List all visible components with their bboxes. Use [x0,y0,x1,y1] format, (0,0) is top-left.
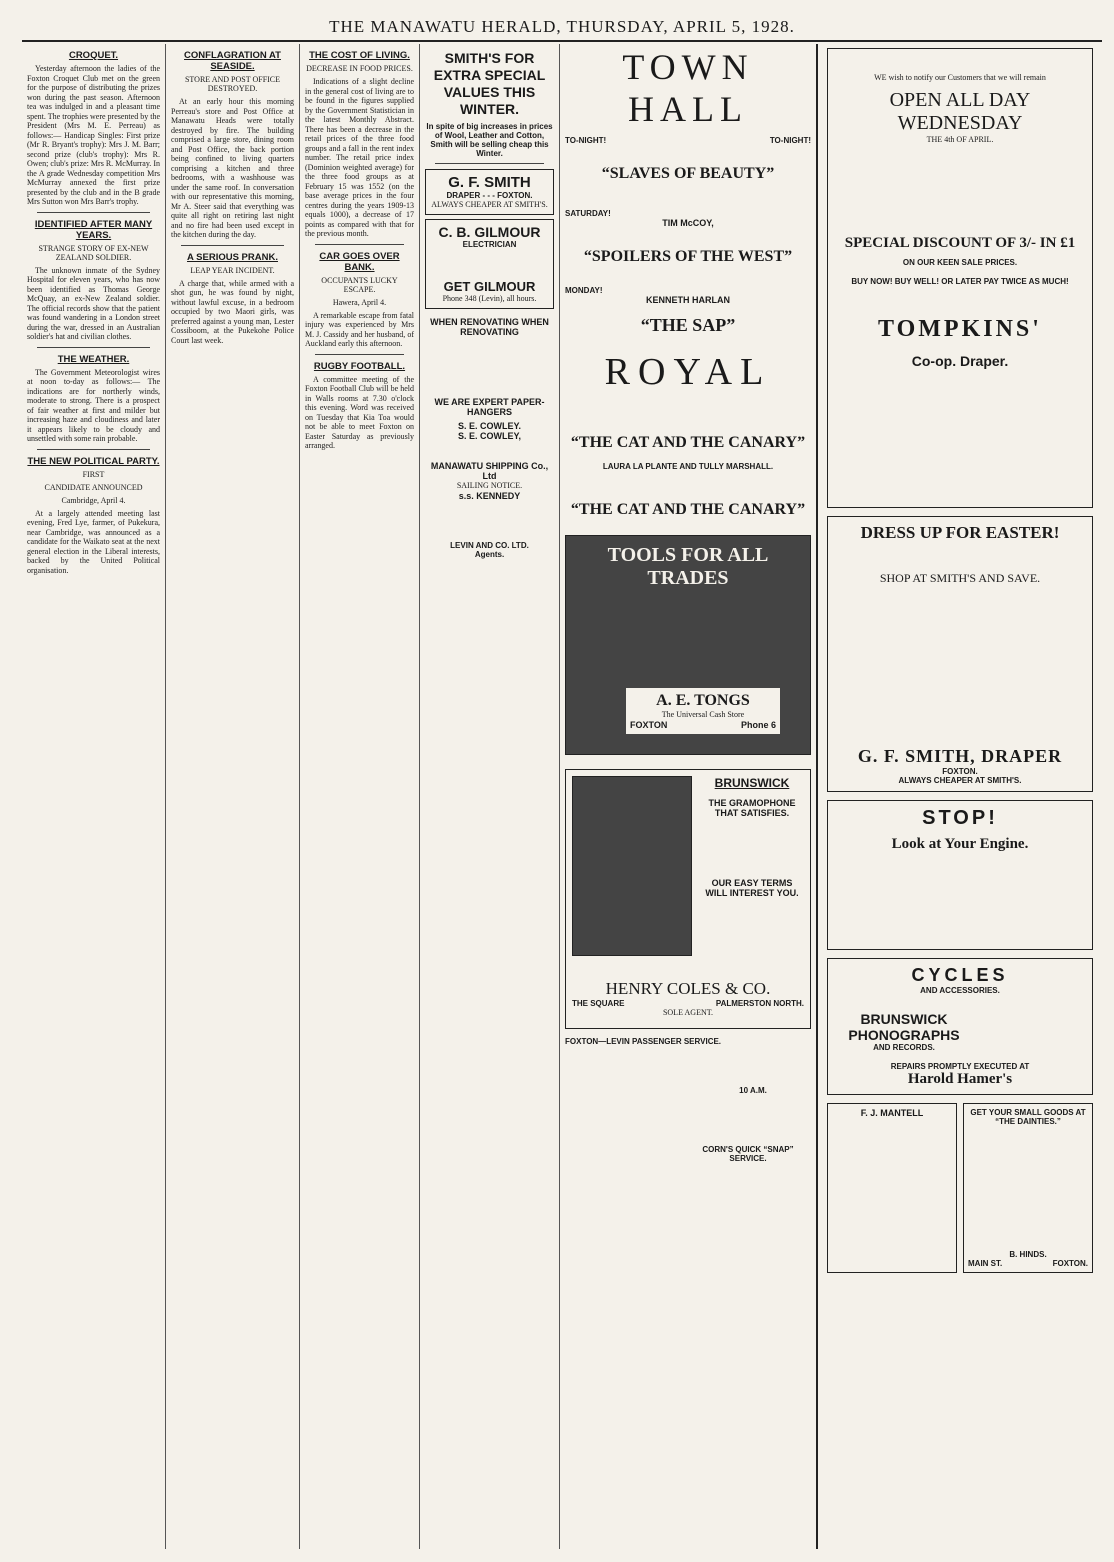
car-article: A remarkable escape from fatal injury was experienced by Mrs M. J. Cassidy and her husband, of Auckland early this afternoon. [305,310,414,348]
tim-mccoy: TIM McCOY, [662,218,714,228]
passenger-service: FOXTON—LEVIN PASSENGER SERVICE. [565,1037,722,1046]
weather-headline: THE WEATHER. [57,353,130,365]
dainties-ad [963,1103,1093,1273]
divider [435,163,544,164]
identified-article: The unknown inmate of the Sydney Hospital for eleven years, who has now been identified as Thomas George McQuay, an ex-New Zealand soldier. The official records show that the patient was found wandering in a London street during the war, dressed in an Australian soldier's hat and civilian clothes. [27,265,160,341]
tompkins-name: TOMPKINS' [878,316,1042,342]
column-2 [166,44,300,1549]
sole-agent: SOLE AGENT. [662,1008,714,1017]
brunswick-title: BRUNSWICK [714,776,790,790]
gilmour-sub: ELECTRICIAN [462,240,517,249]
brunswick-text [700,776,804,898]
divider [315,354,404,355]
political-headline: THE NEW POLITICAL PARTY. [27,455,160,467]
living-subhead: DECREASE IN FOOD PRICES. [306,64,413,73]
column-3 [300,44,420,1549]
divider [37,212,150,213]
croquet-headline: CROQUET. [68,50,119,61]
monday-row: MONDAY! [565,286,603,295]
easter-ad [827,516,1093,792]
films-time: 10 A.M. [739,1086,767,1095]
hinds-address: MAIN ST. FOXTON. [968,1259,1088,1268]
coles-block [572,979,804,1018]
croquet-article: Yesterday afternoon the ladies of the Foxton Croquet Club met on the green for the purpose of distributing the prizes won during the past season. Afternoon tea was indulged in and a pleasant time spent. The trophies were presented by the President (Mrs M. E. Perreau) as follows:— Handicap Singles: First prize (Mr R. Bryant's trophy): Mrs J. M. Barr; second prize (club's trophy): Mrs R. Owen; club's prize: Mrs R. McMurray. In the A grade Wednesday competition Mrs McMurray annexed the first prize presented by the club and in the B grade Mrs Sutton won Mrs Barr's trophy. [27,64,160,206]
identified-subhead: STRANGE STORY OF EX-NEW ZEALAND SOLDIER. [38,243,149,262]
tongs-sub: The Universal Cash Store [661,710,745,719]
car-subhead: OCCUPANTS LUCKY ESCAPE. [321,275,398,294]
henry-coles: HENRY COLES & CO. [605,979,771,998]
cat-and-canary-1: “THE CAT AND THE CANARY” [570,434,806,451]
car-dateline: Hawera, April 4. [332,297,387,307]
prank-subhead: LEAP YEAR INCIDENT. [190,265,275,275]
car-headline: CAR GOES OVER BANK. [319,250,400,273]
fire-headline: CONFLAGRATION AT SEASIDE. [184,50,281,72]
cycles-heading: CYCLES [911,965,1009,985]
masthead: THE MANAWATU HERALD, THURSDAY, APRIL 5, 1928. [22,14,1102,42]
engine-spacer [834,853,1086,943]
the-sap: “THE SAP” [640,315,736,335]
spoilers-of-the-west: “SPOILERS OF THE WEST” [583,248,793,265]
open-date: THE 4th OF APRIL. [926,135,994,144]
mantell-name: F. J. MANTELL [860,1108,924,1118]
easy-terms: OUR EASY TERMS WILL INTEREST YOU. [705,878,799,898]
saturday-row: SATURDAY! [565,209,611,218]
stop-heading: STOP! [922,807,998,829]
gramophone-image [572,776,692,956]
engine-ad [827,800,1093,950]
dress-up-easter: DRESS UP FOR EASTER! [860,523,1060,542]
column-6 [818,44,1102,1549]
column-1 [22,44,166,1549]
dainties-heading: GET YOUR SMALL GOODS AT “THE DAINTIES.” [970,1108,1086,1126]
shipping-heading: MANAWATU SHIPPING Co., Ltd [430,461,549,481]
laura-la-plante: LAURA LA PLANTE AND TULLY MARSHALL. [602,462,774,471]
tongs-box [626,688,780,734]
fire-subhead: STORE AND POST OFFICE DESTROYED. [184,75,281,93]
political-subhead-1: FIRST [82,469,105,479]
kennedy-ship: s.s. KENNEDY [458,491,521,501]
smith-foxton: FOXTON. [942,767,978,776]
weather-article: The Government Meteorologist wires at noon to-day as follows:— The indications are for northerly winds, moderate to strong. There is a prospect of fair weather at first and milder but increasing haze and cloudiness and later it appears likely to be cloudy and unsettled with some rain probable. [27,367,160,443]
special-discount: SPECIAL DISCOUNT OF 3/- IN £1 [844,235,1076,251]
brunswick-ad [565,769,811,1029]
repairs-text: REPAIRS PROMPTLY EXECUTED AT [890,1062,1030,1071]
divider [315,244,404,245]
column-4 [420,44,560,1549]
prank-article: A charge that, while armed with a shot gun, he was found by night, without lawful excuse, in a bedroom occupied by two Maori girls, was preferred against a young man, Lester Cossiboom, at the Pukekohe Police Court last week. [171,278,294,345]
tongs-name: A. E. TONGS [656,692,750,709]
gilmour-phone: Phone 348 (Levin), all hours. [442,294,537,303]
fire-article: At an early hour this morning Perreau's store and Post Office at Manawatu Heads were totally destroyed by fire. The building comprised a large store, dining room and Post Office, the back portion being confined to living quarters comprising a kitchen and three bedrooms, with a washhouse was under the same roof. In conversation with our representative this morning, Mr A. Steer said that everything was quite all right on retiring last night and no fire had been used except in the kitchen during the day. [171,97,294,239]
agents: Agents. [474,550,505,559]
cowley-1: S. E. COWLEY. [457,421,521,431]
rugby-headline: RUGBY FOOTBALL. [313,360,406,372]
living-article: Indications of a slight decline in the general cost of living are to be found in the figures supplied by the Government Statistician in the latest Monthly Abstract. There has been a decrease in the retail prices of the three food groups and a fall in the rent index number. The retail price index (Dominion weighted average) for the three food groups as at February 15 was 1552 (on the base average prices in the four centres during the years 1909-13 equals 1000), a decrease of 17 points as compared with that for the previous month. [305,77,414,238]
tools-banner: TOOLS FOR ALL TRADES [607,544,769,589]
smith-ad-subhead: In spite of big increases in prices of Wool, Leather and Cotton, Smith will be selling cheap this Winter. [426,122,553,158]
cowley-2: S. E. COWLEY, [457,431,521,441]
kenneth-harlan: KENNETH HARLAN [646,295,730,305]
political-subhead-2: CANDIDATE ANNOUNCED [44,482,143,492]
buy-now: BUY NOW! BUY WELL! OR LATER PAY TWICE AS MUCH! [851,277,1069,286]
smith-always: ALWAYS CHEAPER AT SMITH'S. [898,776,1022,785]
tonight-row: TO-NIGHT! TO-NIGHT! [565,136,811,145]
identified-headline: IDENTIFIED AFTER MANY YEARS. [34,218,153,241]
get-gilmour: GET GILMOUR [443,279,536,294]
gilmour-ad [425,219,554,309]
mantell-ad [827,1103,957,1273]
gf-smith-name: G. F. SMITH [448,174,531,191]
cycles-ad [827,958,1093,1095]
brunswick-phonographs: BRUNSWICK PHONOGRAPHS [848,1011,960,1043]
slaves-of-beauty: “SLAVES OF BEAUTY” [601,165,775,182]
divider [37,347,150,348]
shop-at-smiths: SHOP AT SMITH'S AND SAVE. [879,571,1041,585]
cat-and-canary-2: “THE CAT AND THE CANARY” [570,501,806,518]
tongs-row: FOXTON Phone 6 [630,720,776,730]
coles-address: THE SQUARE PALMERSTON NORTH. [572,999,804,1008]
smith-open-ad [827,48,1093,508]
notify-text: WE wish to notify our Customers that we will remain [874,73,1046,82]
paper-hangers-heading: WE ARE EXPERT PAPER-HANGERS [434,397,545,417]
gf-smith-draper: G. F. SMITH, DRAPER [857,746,1063,766]
smith-ad-headline: SMITH'S FOR EXTRA SPECIAL VALUES THIS WINTER. [433,50,546,117]
cycles-accessories: AND ACCESSORIES. [920,986,1000,995]
living-headline: THE COST OF LIVING. [309,50,410,61]
hinds-name: B. HINDS. [1009,1250,1047,1259]
bottom-ads [827,1103,1093,1273]
snap-service: CORN'S QUICK “SNAP” SERVICE. [702,1145,794,1163]
look-at-engine: Look at Your Engine. [891,836,1029,852]
divider [181,245,284,246]
sailing-notice: SAILING NOTICE. [456,481,523,490]
open-all-day: OPEN ALL DAY WEDNESDAY [889,89,1031,134]
rugby-article: A committee meeting of the Foxton Football Club will be held in Walls rooms at 7.30 o'clock this evening. Word was received on Tuesday that Kia Toa would not be able to meet Foxton on Easter Saturday as previously arranged. [305,374,414,450]
gilmour-name: C. B. GILMOUR [438,224,541,240]
royal-title: ROYAL [604,351,772,393]
political-article: At a largely attended meeting last evening, Fred Lye, farmer, of Pukekura, near Cambridge, was announced as a candidate for the Waikato seat at the next general election in the Liberal interests, backed by the United Political organisation. [27,508,160,575]
prank-headline: A SERIOUS PRANK. [187,251,278,263]
tools-ad [565,535,811,755]
renovating-heading: WHEN RENOVATING WHEN RENOVATING [430,317,549,337]
gf-smith-ad [425,169,554,215]
phono-records: AND RECORDS. [873,1043,935,1052]
hinds-block [968,1250,1088,1268]
coop-draper: Co-op. Draper. [911,353,1009,369]
column-5 [560,44,818,1549]
political-dateline: Cambridge, April 4. [61,495,126,505]
keen-prices: ON OUR KEEN SALE PRICES. [902,258,1018,267]
gf-smith-line: DRAPER - - - FOXTON. [446,191,533,200]
harold-hamer: Harold Hamer's [907,1071,1013,1087]
gramophone-tagline: THE GRAMOPHONE THAT SATISFIES. [708,798,796,818]
divider [37,449,150,450]
town-hall-title: TOWN HALL [622,47,754,129]
gf-smith-tag: ALWAYS CHEAPER AT SMITH'S. [431,200,548,209]
levin-co: LEVIN AND CO. LTD. [450,541,529,550]
